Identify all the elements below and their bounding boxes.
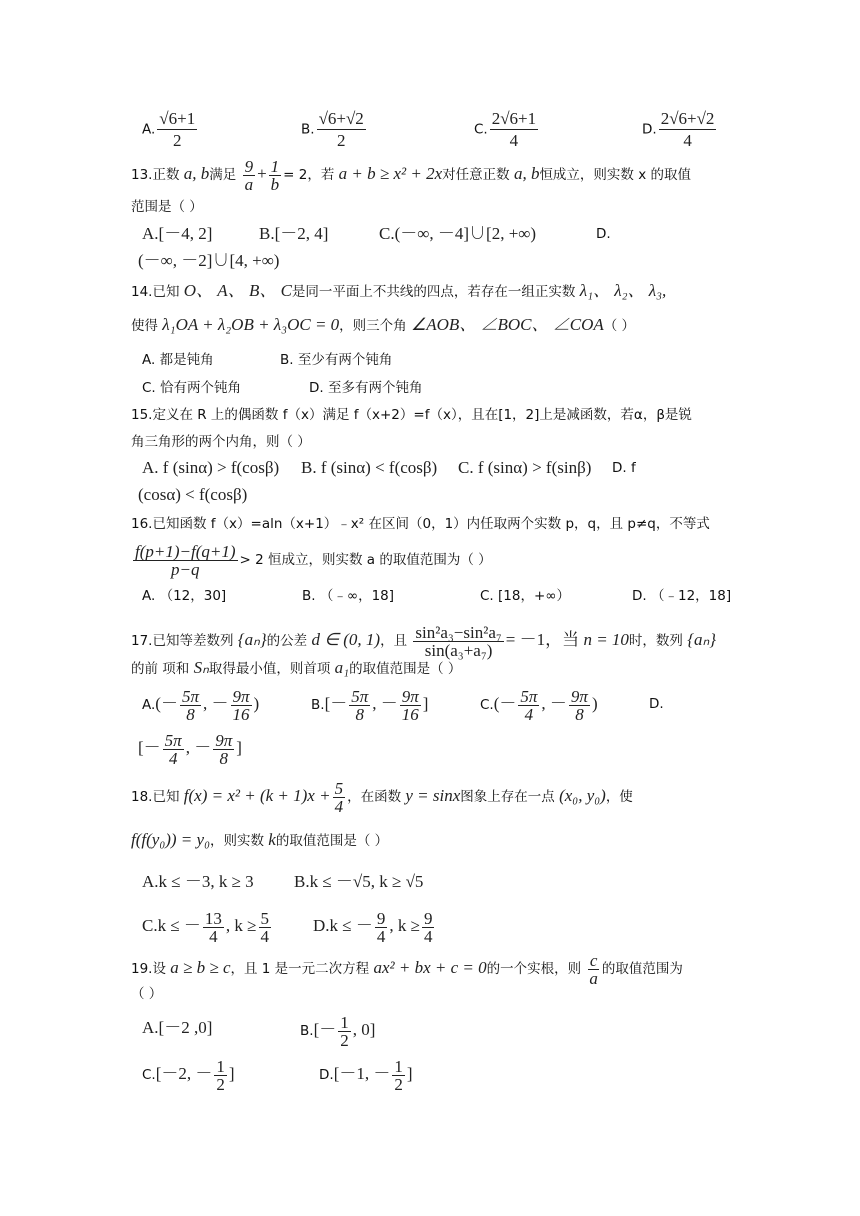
q17-option-a [142,684,259,725]
q18-stem-line2 [131,826,388,855]
math-expr: , － [203,694,229,713]
fraction-numerator: 9π [215,730,233,750]
q13-option-d-content: (－∞, －2]∪[4, +∞) [138,251,280,270]
fraction-denominator: 4 [509,131,519,150]
q17-options [142,684,742,724]
math-expr: , k ≥ [389,916,420,935]
q17-option-c [480,684,598,725]
question-text: ，则实数 [209,833,264,849]
fraction-denominator: 8 [355,704,364,724]
question-text: 的前 项和 [131,661,190,677]
fraction-numerator: 2√6+1 [491,109,537,128]
fraction-denominator: 2 [173,131,182,150]
option-label: C.k ≤ － [142,916,201,935]
option-label: D. [642,121,657,138]
question-text: ，使 [605,789,633,805]
q19-stem [131,950,683,987]
fraction-denominator: 4 [260,926,270,946]
q19-option-a: A.[－2 ,0] [142,1018,213,1037]
q14-option-c: C. 恰有两个钝角 [142,380,242,396]
q18-options-row1 [142,872,742,896]
fraction-denominator: p−q [171,559,200,579]
math-expr: {aₙ} [237,630,267,649]
math-expr: f(f(y₀)) = y₀ [131,830,210,849]
q19-option-d [319,1054,413,1095]
option-label: D. [319,1067,334,1083]
q13-stem [131,156,691,193]
fraction-numerator: 5π [181,686,199,706]
q18-option-c [142,906,273,947]
fraction-denominator: 4 [209,926,218,946]
math-expr: ] [228,1064,235,1083]
q15-option-b: B. f (sinα) < f(cosβ) [301,458,438,477]
fraction-numerator: 9π [570,686,588,706]
fraction-numerator: 1 [340,1012,349,1032]
math-expr: Sₙ [193,658,209,677]
fraction-denominator: a [244,174,254,194]
q19-options-row2 [142,1054,742,1094]
math-expr: {aₙ} [687,630,717,649]
math-expr: (x₀, y₀) [559,786,606,805]
fraction-denominator: 2 [216,1074,225,1094]
q16-option-b: B. （﹣∞，18] [302,588,395,604]
q17-option-b [311,684,428,725]
q17-stem [131,620,716,661]
q15-options [142,458,742,482]
q15-option-d: D. f [612,460,636,476]
math-expr: n = 10 [583,630,629,649]
q12-options [142,104,742,150]
fraction-numerator: 13 [204,908,222,928]
q17-option-d-label: D. [649,696,664,712]
q16-options [142,586,742,606]
q13-option-a: A.[－4, 2] [142,224,213,243]
math-expr: , － [372,694,398,713]
q18-option-a: A.k ≤ －3, k ≥ 3 [142,872,254,891]
option-label: C. [474,121,488,138]
question-text: 图象上存在一点 [460,789,555,805]
q18-options-row2 [142,906,742,946]
question-text: ，在函数 [347,789,402,805]
q14-option-d: D. 至多有两个钝角 [309,380,423,396]
math-expr: a, b [513,164,540,183]
question-text: > 2 恒成立，则实数 a 的取值范围为（ ） [239,552,492,568]
question-text: 满足 [209,167,237,183]
math-expr: , 0] [352,1020,376,1039]
fraction-denominator: 8 [575,704,584,724]
math-expr: a + b ≥ x² + 2x [338,164,443,183]
math-expr: k [268,830,276,849]
fraction-denominator: 16 [401,704,419,724]
q14-stem-line2 [131,313,635,338]
option-label: C. [142,1067,156,1083]
question-text: ，且 [380,633,408,649]
math-expr: ) [253,694,260,713]
math-expr: [－2, － [155,1064,213,1083]
option-label: C. [480,697,494,713]
option-label: B. [300,1023,314,1039]
math-expr: y = sinx [405,786,461,805]
q13-options [142,224,742,248]
fraction-numerator: sin²a₃−sin²a₇ [415,622,502,642]
fraction-numerator: 5 [260,908,270,928]
math-expr: [－1, － [333,1064,391,1083]
math-expr: [－ [138,738,161,757]
math-expr: [－ [324,694,348,713]
question-text: 的取值范围是（ ） [349,661,462,677]
fraction-denominator: 16 [232,704,250,724]
option-label: B. [301,121,315,138]
math-expr: ] [422,694,429,713]
q19-option-c [142,1054,235,1095]
fraction-numerator: √6+1 [159,109,196,128]
option-label: A. [142,697,156,713]
math-expr: [－ [313,1020,337,1039]
math-expr: ) [591,694,598,713]
q14-option-a: A. 都是钝角 [142,352,214,368]
math-expr: , － [541,694,567,713]
q19-options-row1 [142,1010,742,1050]
q13-option-d: D. [596,226,611,242]
math-expr: a, b [183,164,210,183]
question-text: 恒成立，则实数 x 的取值 [539,167,692,183]
q19-option-b [300,1010,375,1051]
fraction-denominator: b [270,174,280,194]
fraction-numerator: 9 [376,908,386,928]
q12-option-a [142,108,199,151]
question-text: （ ） [603,318,636,334]
option-label: D.k ≤ － [313,916,373,935]
q14-options-row1 [142,350,742,370]
question-text: 的一个实根，则 [486,961,582,977]
math-expr: + [257,164,267,183]
question-text: 14.已知 [131,284,180,300]
fraction-numerator: 9π [401,686,419,706]
math-expr: λ₁OA + λ₂OB + λ₃OC = 0 [162,315,340,334]
q17-stem-line2 [131,656,461,681]
fraction-denominator: a [589,968,598,988]
math-expr: O、 A、 B、 C [183,281,292,300]
question-text: 取得最小值，则首项 [208,661,331,677]
fraction-numerator: 9π [232,686,250,706]
math-expr: a₁ [334,658,350,677]
math-expr: (－ [155,694,178,713]
q15-option-a: A. f (sinα) > f(cosβ) [142,458,280,477]
math-expr: ∠AOB、 ∠BOC、 ∠COA [410,315,604,334]
question-text: = －1，当 [505,630,580,649]
q16-option-a: A. （12，30] [142,588,227,604]
fraction-numerator: 9 [423,908,433,928]
question-text: 时，数列 [628,633,683,649]
question-text: = 2，若 [283,167,335,183]
fraction-numerator: 1 [216,1056,225,1076]
q15-option-d-content: (cosα) < f(cosβ) [138,485,248,504]
q16-stem: 16.已知函数 f（x）=aln（x+1）﹣x² 在区间（0，1）内任取两个实数 p，q，且 p≠q，不等式 [131,516,710,532]
fraction-denominator: 2 [394,1074,403,1094]
math-expr: a ≥ b ≥ c [170,958,231,977]
math-expr: , － [185,738,212,757]
q13-option-c: C.(－∞, －4]∪[2, +∞) [379,224,537,243]
question-text: 的公差 [266,633,308,649]
fraction-numerator: 5π [520,686,538,706]
question-text: 对任意正数 [442,167,510,183]
q18-stem [131,776,633,817]
fraction-numerator: f(p+1)−f(q+1) [135,541,236,561]
fraction-numerator: 9 [244,156,254,176]
option-label: A. [142,121,156,138]
q15-option-c: C. f (sinα) > f(sinβ) [458,458,592,477]
math-expr: ] [236,738,242,757]
math-expr: , k ≥ [225,916,257,935]
q14-stem [131,279,666,304]
q16-option-c: C. [18，+∞） [480,588,571,604]
fraction-numerator: 2√6+√2 [660,109,715,128]
question-text: ，则三个角 [339,318,407,334]
question-text: 的取值范围为 [601,961,683,977]
fraction-denominator: 4 [334,796,344,816]
question-text: 的取值范围是（ ） [275,833,389,849]
math-expr: f(x) = x² + (k + 1)x + [183,786,331,805]
q16-stem-line2 [131,540,492,580]
fraction-numerator: 5π [351,686,369,706]
math-expr: ] [406,1064,413,1083]
q12-option-b [301,108,368,151]
fraction-numerator: 5 [334,778,344,798]
fraction-denominator: sin(a₃+a₇) [424,640,493,660]
q13-stem-line2: 范围是（ ） [131,199,203,215]
q14-option-b: B. 至少有两个钝角 [280,352,393,368]
fraction-denominator: 8 [186,704,195,724]
question-text: 18.已知 [131,789,180,805]
math-expr: d ∈ (0, 1) [311,630,381,649]
q19-stem-line2: （ ） [131,986,163,1002]
q13-option-b: B.[－2, 4] [259,224,329,243]
q18-option-b: B.k ≤ －√5, k ≥ √5 [294,872,424,891]
fraction-denominator: 2 [340,1030,349,1050]
fraction-denominator: 2 [336,131,346,150]
math-expr: λ₁、 λ₂、 λ₃, [579,281,667,300]
fraction-denominator: 4 [423,926,433,946]
q14-options-row2 [142,378,742,398]
question-text: 17.已知等差数列 [131,633,234,649]
fraction-denominator: 8 [219,748,228,768]
question-text: 13.正数 [131,167,180,183]
math-expr: (－ [493,694,517,713]
fraction-denominator: 4 [168,748,178,768]
question-text: ，且 1 是一元二次方程 [230,961,370,977]
fraction-numerator: c [589,950,598,970]
question-text: 19.设 [131,961,166,977]
q12-option-c [474,108,540,151]
q15-stem: 15.定义在 R 上的偶函数 f（x）满足 f（x+2）=f（x），且在[1，2]上是减函数，若α，β是锐 [131,407,692,423]
q18-option-d [313,906,436,947]
q15-stem-line2: 角三角形的两个内角，则（ ） [131,434,311,450]
fraction-denominator: 4 [524,704,534,724]
fraction-numerator: √6+√2 [318,109,364,128]
question-text: 使得 [131,318,158,334]
fraction-denominator: 4 [683,131,692,150]
option-label: B. [311,697,325,713]
fraction-numerator: 1 [394,1056,403,1076]
q17-option-d [138,728,242,769]
fraction-denominator: 4 [376,926,386,946]
math-expr: ax² + bx + c = 0 [373,958,487,977]
question-text: 是同一平面上不共线的四点，若存在一组正实数 [291,284,576,300]
fraction-numerator: 5π [164,730,182,750]
fraction-numerator: 1 [270,156,280,176]
q16-option-d: D. （﹣12，18] [632,588,732,604]
q12-option-d [642,108,718,151]
